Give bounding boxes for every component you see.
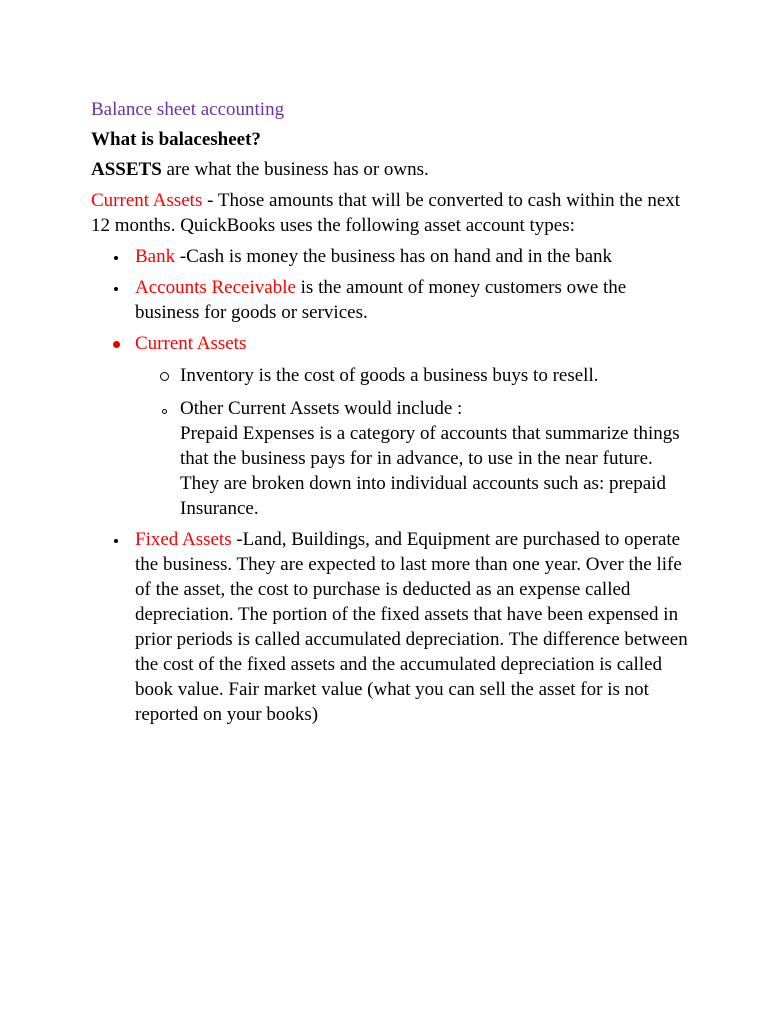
red-bullet-icon — [113, 341, 120, 348]
assets-term: ASSETS — [91, 159, 162, 180]
document-page — [91, 97, 691, 733]
asset-type-list — [91, 244, 691, 727]
list-item-accounts-receivable — [91, 275, 691, 325]
sublist-item-other-current-assets — [135, 396, 691, 521]
fixed-assets-text: -Land, Buildings, and Equipment are purchased to operate the business. They are expected to last more than one year. Over the life of the asset, the cost to purchase is deducted as an expense called depreciation. The portion of the fixed assets that have been expensed in prior periods is called accumulated depreciation. The difference between the cost of the fixed assets and the accumulated depreciation is called book value. Fair market value (what you can sell the asset for is not reported on your books) — [135, 529, 688, 725]
bullet-icon — [114, 539, 118, 543]
list-item-current-assets — [91, 331, 691, 521]
current-assets-term: Current Assets — [91, 190, 203, 211]
hollow-circle-icon — [162, 409, 167, 414]
accounts-receivable-term: Accounts Receivable — [135, 277, 296, 298]
sublist-item-inventory — [135, 362, 691, 390]
list-item-bank — [91, 244, 691, 269]
bank-term: Bank — [135, 246, 176, 267]
assets-intro-text: are what the business has or owns. — [161, 159, 429, 180]
other-current-assets-text: Other Current Assets would include : — [180, 398, 463, 419]
current-assets-intro — [91, 188, 691, 238]
fixed-assets-term: Fixed Assets — [135, 529, 232, 550]
bullet-icon — [114, 287, 118, 291]
list-item-fixed-assets — [91, 527, 691, 727]
bank-text: -Cash is money the business has on hand and in the bank — [175, 246, 613, 267]
current-assets-intro-text: - Those amounts that will be converted to cash within the next 12 months. QuickBooks uses the following asset account types: — [91, 190, 681, 236]
bullet-icon — [114, 256, 118, 260]
current-assets-sublist — [135, 362, 691, 521]
question-heading: What is balacesheet? — [91, 129, 261, 150]
document-heading: Balance sheet accounting — [91, 99, 285, 120]
prepaid-expenses-text: Prepaid Expenses is a category of accounts that summarize things that the business pays for in advance, to use in the near future. They are broken down into individual accounts such as: prepaid Insurance. — [180, 423, 680, 519]
current-assets-item-term: Current Assets — [135, 333, 247, 354]
inventory-text: Inventory is the cost of goods a business buys to resell. — [180, 365, 599, 386]
assets-intro — [91, 157, 691, 182]
hollow-circle-icon — [160, 372, 169, 381]
accounts-receivable-text: is the amount of money customers owe the business for goods or services. — [135, 277, 627, 323]
